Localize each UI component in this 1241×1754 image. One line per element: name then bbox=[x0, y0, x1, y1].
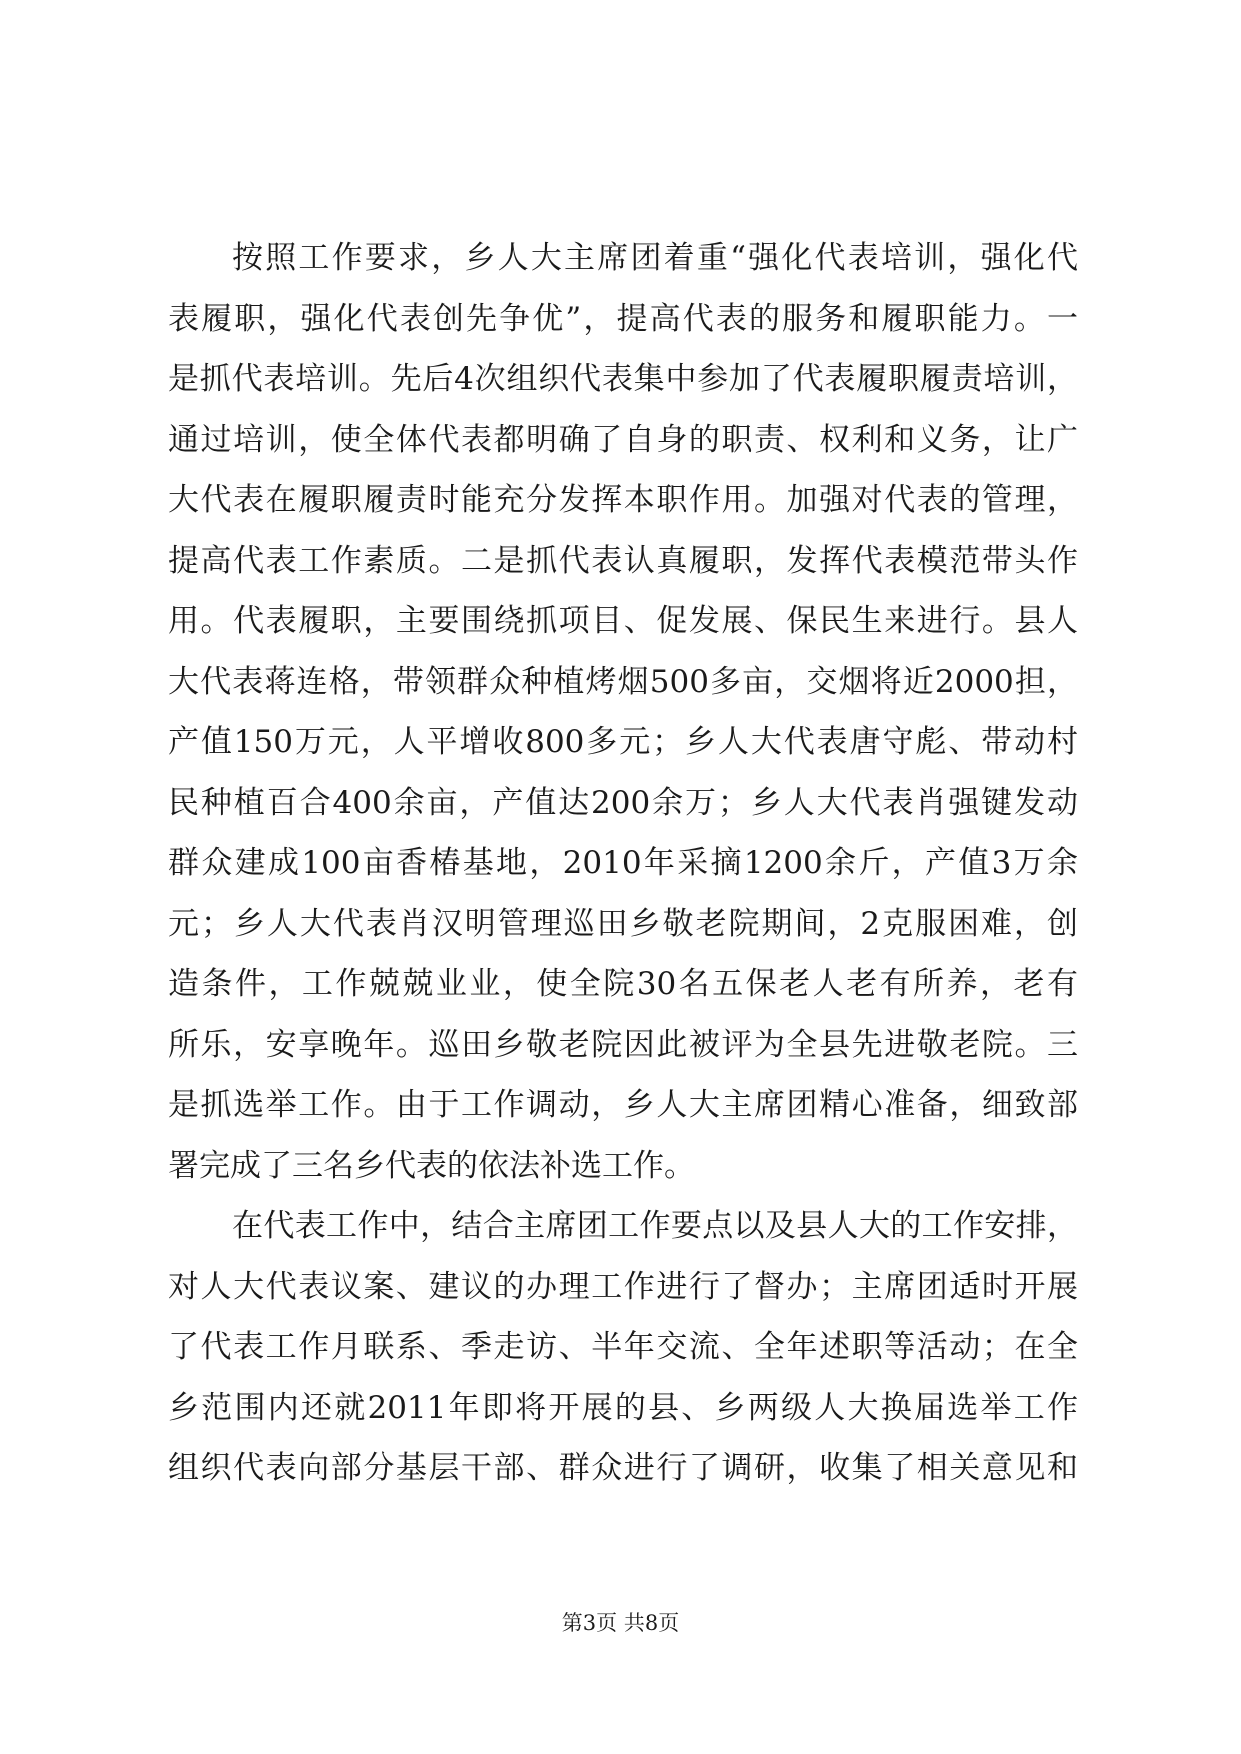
text-line: 了代表工作月联系、季走访、半年交流、全年述职等活动；在全 bbox=[168, 1329, 1078, 1365]
text-line: 产值150万元，人平增收800多元；乡人大代表唐守彪、带动村 bbox=[168, 724, 1078, 760]
text-line: 用。代表履职，主要围绕抓项目、促发展、保民生来进行。县人 bbox=[168, 603, 1078, 639]
text-line: 组织代表向部分基层干部、群众进行了调研，收集了相关意见和 bbox=[168, 1450, 1078, 1486]
text-line: 大代表蒋连格，带领群众种植烤烟500多亩，交烟将近2000担， bbox=[168, 663, 1078, 700]
text-line: 民种植百合400余亩，产值达200余万；乡人大代表肖强键发动 bbox=[168, 784, 1078, 821]
text-line: 对人大代表议案、建议的办理工作进行了督办；主席团适时开展 bbox=[168, 1268, 1078, 1305]
text-line: 按照工作要求，乡人大主席团着重“强化代表培训，强化代 bbox=[232, 240, 1078, 276]
text-line: 大代表在履职履责时能充分发挥本职作用。加强对代表的管理， bbox=[168, 482, 1078, 518]
text-line: 署完成了三名乡代表的依法补选工作。 bbox=[168, 1147, 695, 1184]
text-line: 表履职，强化代表创先争优”，提高代表的服务和履职能力。一 bbox=[168, 300, 1078, 337]
text-line: 群众建成100亩香椿基地，2010年采摘1200余斤，产值3万余 bbox=[168, 845, 1078, 881]
paragraph-1 bbox=[168, 228, 1078, 1196]
text-line: 乡范围内还就2011年即将开展的县、乡两级人大换届选举工作 bbox=[168, 1389, 1078, 1426]
page-footer bbox=[0, 1607, 1241, 1637]
text-line: 通过培训，使全体代表都明确了自身的职责、权利和义务，让广 bbox=[168, 421, 1078, 458]
text-line: 是抓选举工作。由于工作调动，乡人大主席团精心准备，细致部 bbox=[168, 1087, 1078, 1123]
text-line: 提高代表工作素质。二是抓代表认真履职，发挥代表模范带头作 bbox=[168, 542, 1078, 579]
text-line: 所乐，安享晚年。巡田乡敬老院因此被评为全县先进敬老院。三 bbox=[168, 1026, 1078, 1063]
page-number: 第3页 共8页 bbox=[561, 1611, 680, 1635]
text-line: 造条件，工作兢兢业业，使全院30名五保老人老有所养，老有 bbox=[168, 966, 1078, 1002]
text-line: 是抓代表培训。先后4次组织代表集中参加了代表履职履责培训， bbox=[168, 361, 1078, 397]
paragraph-2 bbox=[168, 1196, 1078, 1499]
text-line: 在代表工作中，结合主席团工作要点以及县人大的工作安排， bbox=[232, 1208, 1078, 1244]
text-line: 元；乡人大代表肖汉明管理巡田乡敬老院期间，2克服困难，创 bbox=[168, 905, 1078, 942]
document-body bbox=[168, 228, 1078, 1499]
